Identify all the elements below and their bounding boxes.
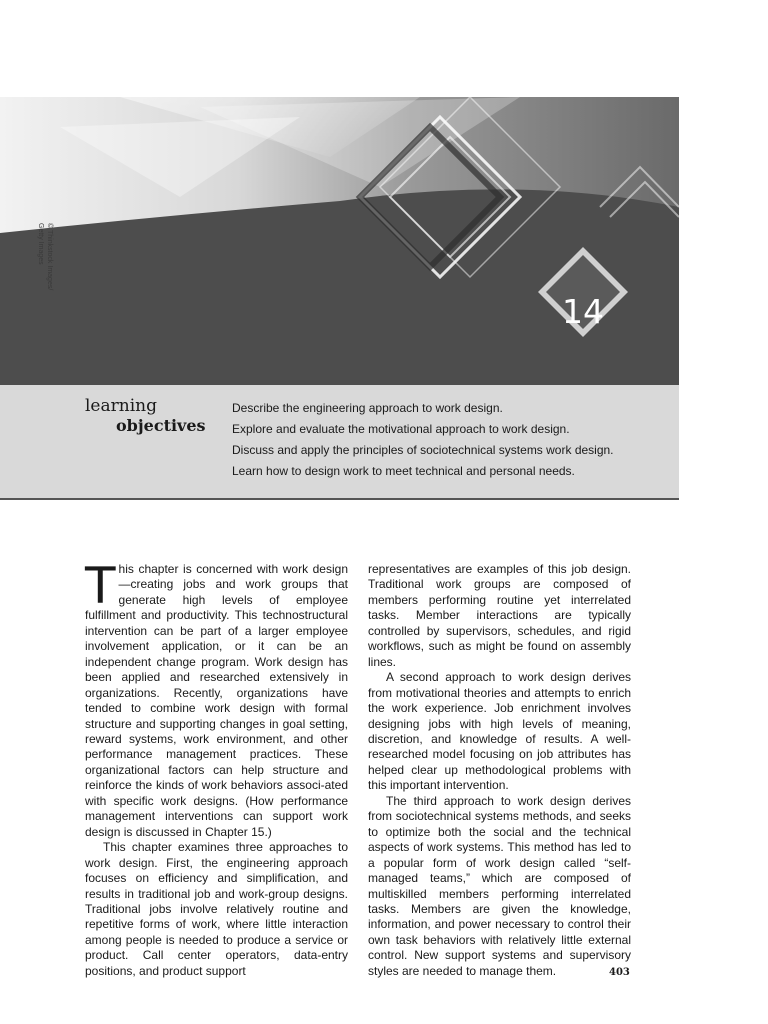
body-paragraph: representatives are examples of this job design. Traditional work groups are composed of members performing routine yet interrelated tasks. Member interactions are typically controlled by supervisors, schedules, and rigid workflows, such as might be found on assembly lines. [368,562,631,669]
body-column-right [368,562,631,979]
body-paragraph: This chapter is concerned with work design—creating jobs and work groups that generate high levels of employee fulfillment and productivity. This technostructural intervention can be part of a larger employee involvement application, or it can be an independent change program. Work design has been applied and researched extensively in organizations. Recently, organizations have tended to combine work design with formal structure and supporting changes in goal setting, reward systems, work environment, and other performance management practices. These organizational factors can help structure and reinforce the kinds of work behaviors associ-ated with specific work designs. (How performance management interventions can support work design is discussed in Chapter 15.) [85,557,348,839]
objective-item: Discuss and apply the principles of sociotechnical systems work design. [232,443,614,457]
chapter-banner [0,97,679,385]
objective-item: Learn how to design work to meet technical and personal needs. [232,464,575,478]
objectives-list [232,400,622,484]
objective-item: Explore and evaluate the motivational approach to work design. [232,422,570,436]
objectives-label-objectives: objectives [116,416,206,435]
chapter-number: 14 [562,292,604,331]
photo-credit: © Thinkstock Images/ Getty Images [37,223,53,291]
page-number: 403 [609,967,630,978]
banner-abstract-image [0,97,679,385]
body-paragraph: The third approach to work design derives from sociotechnical systems methods, and seeks to optimize both the social and the technical aspects of work systems. This method has led to a popular form of work design called “self-managed teams,” which are composed of multiskilled members performing interrelated tasks. Members are given the knowledge, information, and power necessary to control their own task behaviors with relatively little external control. New support systems and supervisory styles are needed to manage them. [368,793,631,978]
body-paragraph: This chapter examines three approaches to work design. First, the engineering approach focuses on efficiency and simplification, and results in traditional job and work-group designs. Traditional jobs involve relatively routine and repetitive forms of work, where little interaction among people is needed to produce a service or product. Call center operators, data-entry positions, and product support [85,840,348,978]
objectives-label-learning: learning [85,396,157,416]
learning-objectives-box [0,385,679,500]
body-paragraph: A second approach to work design derives from motivational theories and attempts to enrich the work experience. Job enrichment involves designing jobs with high levels of meaning, discretion, and knowledge of results. A well-researched model focusing on job attributes has helped clear up methodological problems with this important intervention. [368,670,631,793]
drop-cap: T [85,557,116,615]
objective-item: Describe the engineering approach to work design. [232,401,503,415]
body-column-left [85,557,348,979]
